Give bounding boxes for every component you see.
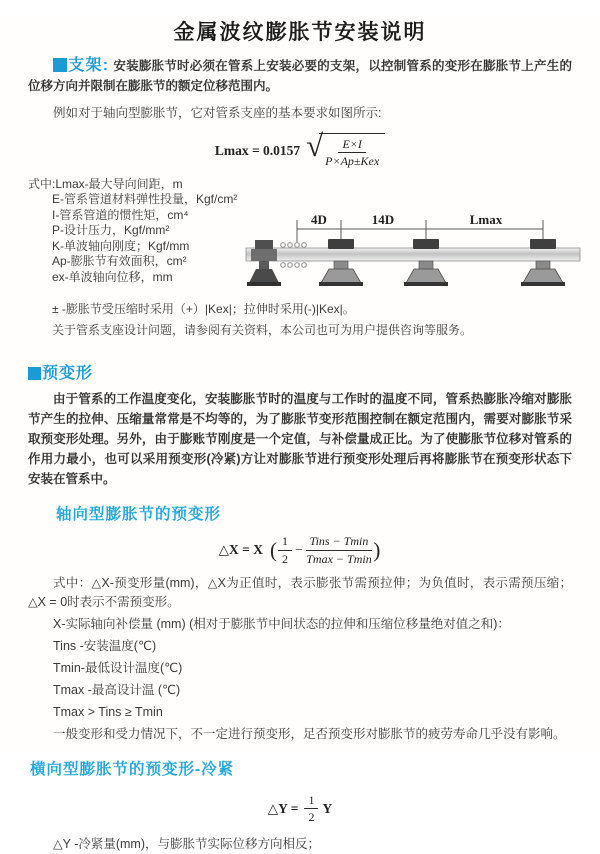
radical-icon: √ xyxy=(306,128,324,163)
fraction-denominator: Tmax − Tmin xyxy=(306,551,372,566)
dim-label-4d: 4D xyxy=(311,212,327,227)
service-note: 关于管系支座设计问题，请参阅有关资料，本公司也可为用户提供咨询等服务。 xyxy=(52,322,473,337)
document-page xyxy=(0,16,600,851)
lateral-note-line: △Y -冷紧量(mm)，与膨胀节实际位移方向相反； xyxy=(53,836,321,851)
axial-subsection-heading: 轴向型膨胀节的预变形 xyxy=(56,506,222,524)
support-section-label: 支架: xyxy=(68,57,110,74)
lateral-formula-rhs: Y xyxy=(322,800,333,816)
axial-formula xyxy=(0,534,600,566)
predeform-body-paragraph: 由于管系的工作温度变化，安装膨胀节时的温度与工作时的温度不同，管系热膨胀冷缩对膨胀节产生的拉伸、压缩量常常是不均等的，为了膨胀节变形范围控制在额定范围内，需要对膨胀节采取预变形处理。另外，由于膨账节刚度是一个定值，与补偿量成正比。为了使膨胀节位移对管系的作用力最小，也可以采用预变形(冷紧)方让对膨胀节进行预变形处理后再将膨胀节在预变形状态下安装在管系中。 xyxy=(28,392,572,487)
close-paren: ) xyxy=(373,537,381,562)
lateral-notes xyxy=(28,835,572,854)
lateral-subsection-heading: 横向型膨胀节的预变形-冷紧 xyxy=(30,761,235,779)
radical-sign xyxy=(306,128,385,169)
page-title: 金属波纹膨胀节安装说明 xyxy=(173,21,427,44)
axial-note-line: Tmax > Tins ≥ Tmin xyxy=(53,705,163,720)
variable-line: K-单波轴向刚度；Kgf/mm xyxy=(52,238,190,253)
pipe-support-diagram-svg xyxy=(246,208,600,304)
fraction-numerator: Tins − Tmin xyxy=(306,534,373,550)
guide-support xyxy=(319,239,363,286)
axial-formula-lhs: △X = X xyxy=(218,542,263,558)
axial-note-line: Tmin-最低设计温度(℃) xyxy=(53,661,183,676)
lmax-formula-lhs: Lmax = 0.0157 xyxy=(214,142,301,158)
section-marker-icon xyxy=(28,367,41,380)
lmax-numerator: E×I xyxy=(338,137,365,153)
axial-notes xyxy=(28,574,572,744)
guide-support xyxy=(404,239,448,286)
section-marker-icon xyxy=(53,58,67,72)
variable-line: ex-单波轴向位移，mm xyxy=(52,269,173,284)
axial-note-line: X-实际轴向补偿量 (mm) (相对于膨胀节中间状态的拉伸和压缩位移量绝对值之和)： xyxy=(53,617,510,632)
axial-note-line: Tmax -最高设计温 (℃) xyxy=(53,683,181,698)
minus-operator: − xyxy=(294,542,303,558)
pipe-support-diagram xyxy=(246,208,600,304)
one-half-fraction xyxy=(304,793,318,825)
variable-line: Ap-膨胀节有效面积，cm² xyxy=(52,254,187,269)
variable-line: I-管系管道的惯性矩，cm⁴ xyxy=(52,207,189,222)
variable-line: E-管系管道材料弹性投量，Kgf/cm² xyxy=(52,192,238,207)
dim-label-lmax: Lmax xyxy=(469,212,503,227)
fraction-numerator: 1 xyxy=(278,534,292,550)
anchor-support xyxy=(247,240,281,286)
plus-minus-note: ± -膨胀节受压缩时采用（+）|Kex|；拉伸时采用(-)|Kex|。 xyxy=(52,302,355,317)
dim-label-14d: 14D xyxy=(371,212,395,227)
axial-note-line: 式中：△X-预变形量(mm)，△X为正值时，表示膨张节需预拉伸；为负值时，表示需预压缩；△X = 0时表示不需预变形。 xyxy=(28,576,572,610)
pipe xyxy=(246,248,580,261)
lmax-denominator: P×Ap±Kex xyxy=(325,154,380,169)
axial-note-line: 一般变形和受力情况下，不一定进行预变形，足否预变形对膨胀节的疲劳寿命几乎没有影响。 xyxy=(53,727,566,742)
fraction-denominator: 2 xyxy=(308,810,315,825)
support-example-line: 例如对于轴向型膨胀节，它对管系支座的基本要求如图所示: xyxy=(53,106,382,120)
variable-line: 式中:Lmax-最大导向间距，m xyxy=(28,176,183,191)
support-intro-text: 安装膨胀节时必须在管系上安装必要的支架，以控制管系的变形在膨胀节上产生的位移方向并限制在膨胀节的额定位移范围内。 xyxy=(28,59,572,93)
temperature-fraction xyxy=(306,534,373,566)
one-half-fraction xyxy=(278,534,292,566)
variable-line: P-设计压力，Kgf/mm² xyxy=(52,223,170,238)
support-intro-paragraph xyxy=(28,56,572,96)
axial-note-line: Tins -安装温度(℃) xyxy=(53,639,157,654)
lmax-formula xyxy=(0,128,600,169)
predeform-section-heading xyxy=(28,360,572,383)
fraction-numerator: 1 xyxy=(304,793,318,809)
lmax-fraction xyxy=(325,137,379,169)
guide-support xyxy=(521,239,565,286)
fraction-denominator: 2 xyxy=(281,551,288,566)
lateral-formula-lhs: △Y = xyxy=(267,800,299,816)
predeform-heading-text: 预变形 xyxy=(42,365,94,383)
lateral-formula xyxy=(0,793,600,825)
open-paren: ( xyxy=(269,537,277,562)
